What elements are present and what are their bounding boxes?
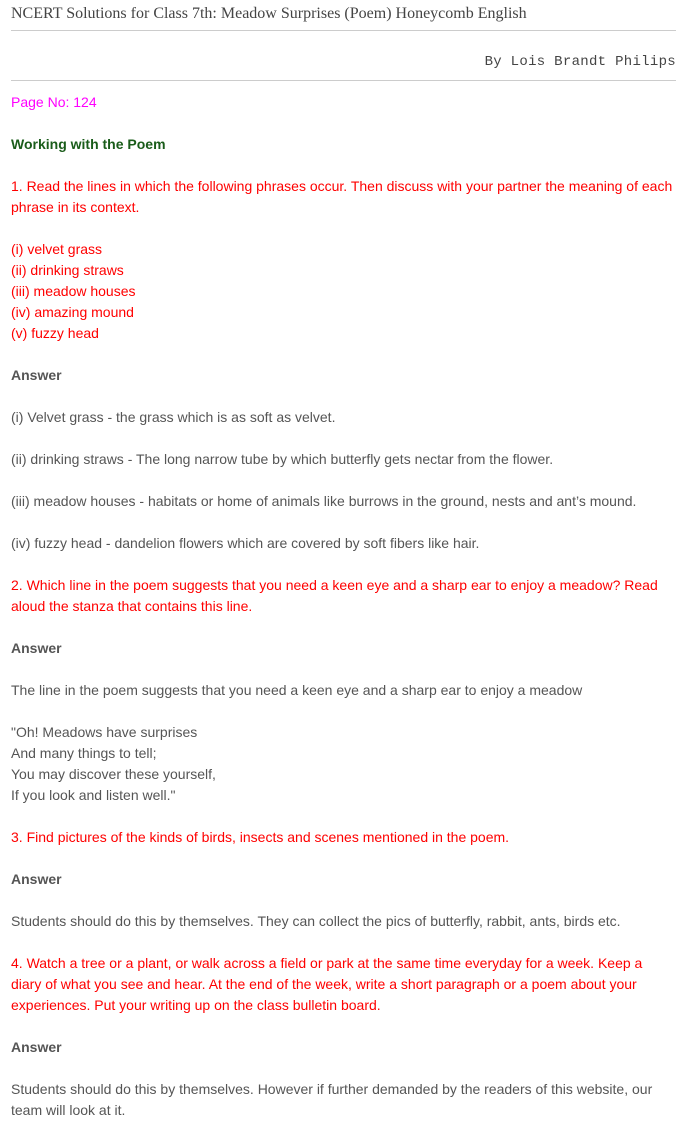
answer-text: (ii) drinking straws - The long narrow tube by which butterfly gets nectar from the flower. — [11, 451, 554, 467]
answer-text: Students should do this by themselves. However if further demanded by the readers of this website, our team will look at it. — [11, 1081, 653, 1118]
list-item: (iii) meadow houses — [11, 283, 136, 299]
answer-text: The line in the poem suggests that you need a keen eye and a sharp ear to enjoy a meadow — [11, 682, 583, 698]
question-3: 3. Find pictures of the kinds of birds, insects and scenes mentioned in the poem. — [11, 829, 510, 845]
question-4: 4. Watch a tree or a plant, or walk across a field or park at the same time everyday for a week. Keep a diary of what you see and hear. At the end of the week, write a short paragraph or a poem about your experiences. Put your writing up on the class bulletin board. — [11, 955, 643, 1013]
question-2: 2. Which line in the poem suggests that you need a keen eye and a sharp ear to enjoy a meadow? Read aloud the stanza that contains this line. — [11, 577, 658, 614]
answer-text: (i) Velvet grass - the grass which is as soft as velvet. — [11, 409, 336, 425]
answer-text: (iii) meadow houses - habitats or home of animals like burrows in the ground, nests and ant’s mound. — [11, 493, 637, 509]
list-item: (i) velvet grass — [11, 241, 103, 257]
section-heading: Working with the Poem — [11, 136, 166, 152]
page-title: NCERT Solutions for Class 7th: Meadow Surprises (Poem) Honeycomb English — [11, 0, 676, 31]
answer-label: Answer — [11, 640, 62, 656]
answer-label: Answer — [11, 871, 62, 887]
answer-text: Students should do this by themselves. They can collect the pics of butterfly, rabbit, ants, birds etc. — [11, 913, 621, 929]
author-byline: By Lois Brandt Philips — [11, 31, 676, 81]
answer-label: Answer — [11, 1039, 62, 1055]
page-number: Page No: 124 — [11, 94, 97, 110]
list-item: (iv) amazing mound — [11, 304, 134, 320]
stanza-line: You may discover these yourself, — [11, 766, 216, 782]
stanza-line: If you look and listen well." — [11, 787, 176, 803]
stanza-line: "Oh! Meadows have surprises — [11, 724, 198, 740]
poem-stanza — [11, 722, 676, 806]
answer-text: (iv) fuzzy head - dandelion flowers which are covered by soft fibers like hair. — [11, 535, 480, 551]
article — [11, 0, 676, 1121]
stanza-line: And many things to tell; — [11, 745, 157, 761]
answer-label: Answer — [11, 367, 62, 383]
list-item: (ii) drinking straws — [11, 262, 124, 278]
list-item: (v) fuzzy head — [11, 325, 99, 341]
question-1: 1. Read the lines in which the following phrases occur. Then discuss with your partner the meaning of each phrase in its context. — [11, 178, 673, 215]
phrase-list — [11, 239, 676, 344]
